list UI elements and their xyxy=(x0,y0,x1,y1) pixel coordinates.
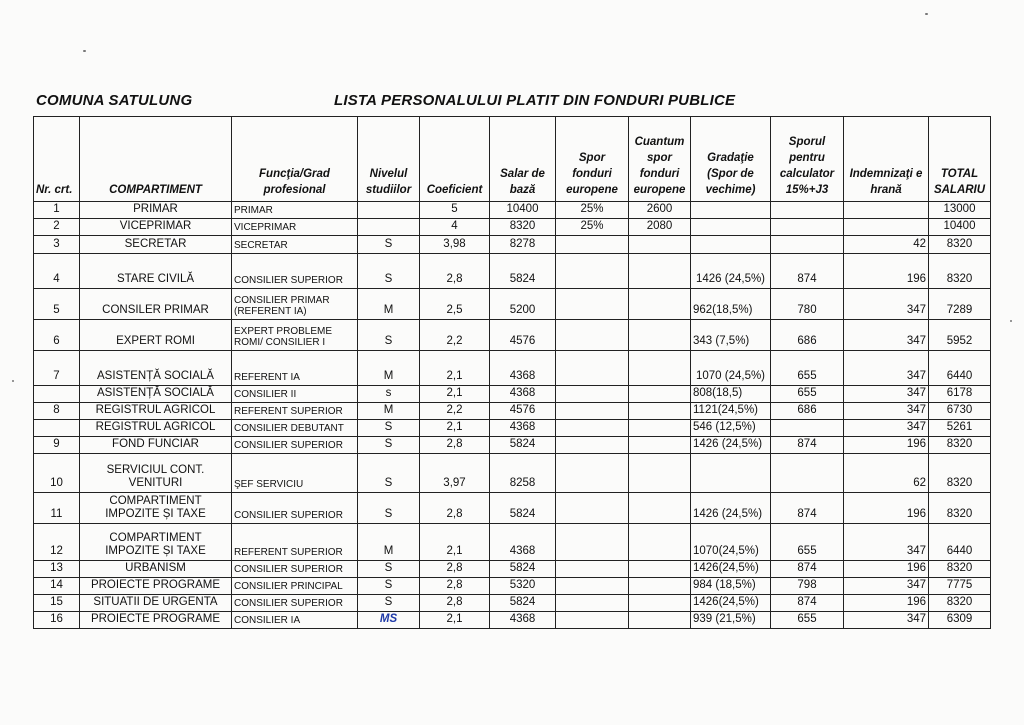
cell-salar: 8320 xyxy=(490,219,556,236)
cell-cuantum xyxy=(629,454,691,493)
cell-gradatie xyxy=(691,219,771,236)
cell-indemnizatie xyxy=(844,219,929,236)
cell-cuantum: 2080 xyxy=(629,219,691,236)
cell-compartiment: COMPARTIMENT IMPOZITE ȘI TAXE xyxy=(80,524,232,561)
cell-nivel: S xyxy=(358,561,420,578)
cell-gradatie: 1121(24,5%) xyxy=(691,403,771,420)
col-indemnizatie: Indemnizaţi e hrană xyxy=(844,117,929,202)
cell-coeficient: 2,8 xyxy=(420,493,490,524)
cell-salar: 4368 xyxy=(490,386,556,403)
cell-nr: 2 xyxy=(34,219,80,236)
cell-spor xyxy=(556,420,629,437)
cell-nivel: S xyxy=(358,437,420,454)
cell-sporul-calculator xyxy=(771,236,844,254)
cell-indemnizatie: 62 xyxy=(844,454,929,493)
col-nivel: Nivelul studiilor xyxy=(358,117,420,202)
cell-nivel: S xyxy=(358,595,420,612)
cell-gradatie: 343 (7,5%) xyxy=(691,320,771,351)
cell-nivel: MS xyxy=(358,612,420,629)
cell-functia: EXPERT PROBLEME ROMI/ CONSILIER I xyxy=(232,320,358,351)
cell-compartiment: ASISTENȚĂ SOCIALĂ xyxy=(80,351,232,386)
cell-salar: 5824 xyxy=(490,437,556,454)
cell-compartiment: SERVICIUL CONT. VENITURI xyxy=(80,454,232,493)
cell-cuantum xyxy=(629,289,691,320)
table-row xyxy=(34,578,991,595)
cell-functia: REFERENT IA xyxy=(232,351,358,386)
cell-spor xyxy=(556,524,629,561)
table-row xyxy=(34,386,991,403)
cell-functia: VICEPRIMAR xyxy=(232,219,358,236)
cell-nr: 11 xyxy=(34,493,80,524)
cell-nr: 1 xyxy=(34,202,80,219)
table-row xyxy=(34,320,991,351)
cell-coeficient: 2,5 xyxy=(420,289,490,320)
cell-functia: CONSILIER DEBUTANT xyxy=(232,420,358,437)
cell-nivel: M xyxy=(358,524,420,561)
cell-nr: 14 xyxy=(34,578,80,595)
cell-compartiment: VICEPRIMAR xyxy=(80,219,232,236)
cell-gradatie: 939 (21,5%) xyxy=(691,612,771,629)
cell-total: 8320 xyxy=(929,454,991,493)
cell-coeficient: 2,8 xyxy=(420,254,490,289)
cell-sporul-calculator: 874 xyxy=(771,561,844,578)
cell-spor xyxy=(556,254,629,289)
cell-gradatie: 1070 (24,5%) xyxy=(691,351,771,386)
cell-sporul-calculator: 655 xyxy=(771,386,844,403)
cell-salar: 5824 xyxy=(490,493,556,524)
cell-nivel: S xyxy=(358,420,420,437)
cell-total: 8320 xyxy=(929,254,991,289)
cell-functia: REFERENT SUPERIOR xyxy=(232,403,358,420)
cell-cuantum xyxy=(629,524,691,561)
cell-salar: 8278 xyxy=(490,236,556,254)
cell-sporul-calculator xyxy=(771,202,844,219)
cell-gradatie: 1426(24,5%) xyxy=(691,561,771,578)
cell-total: 6309 xyxy=(929,612,991,629)
document-title: LISTA PERSONALULUI PLATIT DIN FONDURI PUBLICE xyxy=(334,92,736,109)
cell-salar: 8258 xyxy=(490,454,556,493)
cell-coeficient: 2,8 xyxy=(420,437,490,454)
cell-coeficient: 2,1 xyxy=(420,612,490,629)
cell-cuantum xyxy=(629,254,691,289)
cell-compartiment: SITUATII DE URGENTA xyxy=(80,595,232,612)
cell-salar: 5200 xyxy=(490,289,556,320)
cell-gradatie: 1426 (24,5%) xyxy=(691,493,771,524)
cell-total: 8320 xyxy=(929,493,991,524)
cell-functia: CONSILIER IA xyxy=(232,612,358,629)
cell-cuantum xyxy=(629,403,691,420)
cell-functia: ŞEF SERVICIU xyxy=(232,454,358,493)
table-row xyxy=(34,403,991,420)
cell-sporul-calculator: 874 xyxy=(771,254,844,289)
table-row xyxy=(34,289,991,320)
table-row xyxy=(34,612,991,629)
cell-sporul-calculator: 874 xyxy=(771,437,844,454)
cell-functia: CONSILIER SUPERIOR xyxy=(232,254,358,289)
cell-salar: 4576 xyxy=(490,403,556,420)
cell-nr: 12 xyxy=(34,524,80,561)
cell-total: 5261 xyxy=(929,420,991,437)
cell-sporul-calculator: 686 xyxy=(771,320,844,351)
cell-indemnizatie: 196 xyxy=(844,493,929,524)
cell-coeficient: 3,97 xyxy=(420,454,490,493)
cell-nr xyxy=(34,420,80,437)
table-row xyxy=(34,254,991,289)
cell-sporul-calculator: 686 xyxy=(771,403,844,420)
table-row xyxy=(34,595,991,612)
col-compartiment: COMPARTIMENT xyxy=(80,117,232,202)
cell-nr: 5 xyxy=(34,289,80,320)
cell-coeficient: 2,8 xyxy=(420,578,490,595)
table-row xyxy=(34,493,991,524)
cell-cuantum xyxy=(629,612,691,629)
cell-cuantum: 2600 xyxy=(629,202,691,219)
cell-total: 8320 xyxy=(929,437,991,454)
table-row xyxy=(34,202,991,219)
cell-total: 8320 xyxy=(929,236,991,254)
cell-functia: REFERENT SUPERIOR xyxy=(232,524,358,561)
table-row xyxy=(34,561,991,578)
cell-cuantum xyxy=(629,595,691,612)
cell-coeficient: 2,1 xyxy=(420,420,490,437)
cell-cuantum xyxy=(629,420,691,437)
cell-spor xyxy=(556,403,629,420)
cell-functia: CONSILIER SUPERIOR xyxy=(232,493,358,524)
cell-indemnizatie: 347 xyxy=(844,524,929,561)
cell-salar: 5320 xyxy=(490,578,556,595)
cell-gradatie: 1070(24,5%) xyxy=(691,524,771,561)
cell-sporul-calculator: 874 xyxy=(771,595,844,612)
cell-salar: 4368 xyxy=(490,420,556,437)
cell-indemnizatie: 347 xyxy=(844,612,929,629)
table-body xyxy=(34,202,991,629)
cell-compartiment: EXPERT ROMI xyxy=(80,320,232,351)
scan-speck xyxy=(83,50,86,52)
cell-sporul-calculator: 655 xyxy=(771,351,844,386)
cell-cuantum xyxy=(629,236,691,254)
cell-functia: CONSILIER PRIMAR (REFERENT IA) xyxy=(232,289,358,320)
cell-indemnizatie: 347 xyxy=(844,403,929,420)
cell-compartiment: URBANISM xyxy=(80,561,232,578)
cell-coeficient: 2,1 xyxy=(420,351,490,386)
cell-nr: 4 xyxy=(34,254,80,289)
col-sporul: Sporul pentru calculator 15%+J3 xyxy=(771,117,844,202)
cell-sporul-calculator: 780 xyxy=(771,289,844,320)
cell-compartiment: ASISTENȚĂ SOCIALĂ xyxy=(80,386,232,403)
cell-gradatie: 1426(24,5%) xyxy=(691,595,771,612)
cell-nivel: S xyxy=(358,454,420,493)
cell-gradatie: 984 (18,5%) xyxy=(691,578,771,595)
cell-gradatie: 546 (12,5%) xyxy=(691,420,771,437)
cell-spor xyxy=(556,437,629,454)
cell-cuantum xyxy=(629,437,691,454)
cell-gradatie: 962(18,5%) xyxy=(691,289,771,320)
cell-spor xyxy=(556,595,629,612)
cell-coeficient: 2,2 xyxy=(420,320,490,351)
table-row xyxy=(34,454,991,493)
cell-compartiment: REGISTRUL AGRICOL xyxy=(80,403,232,420)
cell-indemnizatie: 347 xyxy=(844,289,929,320)
cell-nivel: s xyxy=(358,386,420,403)
cell-nr: 3 xyxy=(34,236,80,254)
cell-coeficient: 2,1 xyxy=(420,524,490,561)
cell-total: 7289 xyxy=(929,289,991,320)
col-spor: Spor fonduri europene xyxy=(556,117,629,202)
table-row xyxy=(34,236,991,254)
cell-nivel: S xyxy=(358,493,420,524)
cell-total: 6730 xyxy=(929,403,991,420)
cell-total: 6440 xyxy=(929,524,991,561)
col-cuantum: Cuantum spor fonduri europene xyxy=(629,117,691,202)
cell-salar: 5824 xyxy=(490,561,556,578)
cell-functia: CONSILIER PRINCIPAL xyxy=(232,578,358,595)
cell-cuantum xyxy=(629,320,691,351)
cell-functia: PRIMAR xyxy=(232,202,358,219)
cell-indemnizatie: 347 xyxy=(844,351,929,386)
cell-sporul-calculator xyxy=(771,420,844,437)
cell-spor xyxy=(556,454,629,493)
cell-indemnizatie: 196 xyxy=(844,254,929,289)
cell-nivel: S xyxy=(358,320,420,351)
cell-coeficient: 2,8 xyxy=(420,561,490,578)
cell-functia: CONSILIER SUPERIOR xyxy=(232,437,358,454)
cell-nr: 8 xyxy=(34,403,80,420)
cell-gradatie xyxy=(691,236,771,254)
cell-salar: 4368 xyxy=(490,524,556,561)
cell-compartiment: FOND FUNCIAR xyxy=(80,437,232,454)
cell-nivel: M xyxy=(358,403,420,420)
cell-indemnizatie: 196 xyxy=(844,437,929,454)
cell-cuantum xyxy=(629,493,691,524)
cell-coeficient: 2,1 xyxy=(420,386,490,403)
cell-sporul-calculator: 798 xyxy=(771,578,844,595)
cell-indemnizatie xyxy=(844,202,929,219)
cell-coeficient: 2,2 xyxy=(420,403,490,420)
cell-spor xyxy=(556,289,629,320)
cell-total: 10400 xyxy=(929,219,991,236)
cell-indemnizatie: 347 xyxy=(844,578,929,595)
cell-total: 6178 xyxy=(929,386,991,403)
cell-gradatie: 1426 (24,5%) xyxy=(691,254,771,289)
cell-total: 6440 xyxy=(929,351,991,386)
cell-compartiment: PROIECTE PROGRAME xyxy=(80,578,232,595)
col-salar: Salar de bază xyxy=(490,117,556,202)
cell-indemnizatie: 347 xyxy=(844,320,929,351)
cell-gradatie xyxy=(691,454,771,493)
cell-functia: CONSILIER SUPERIOR xyxy=(232,561,358,578)
table-row xyxy=(34,524,991,561)
cell-total: 5952 xyxy=(929,320,991,351)
cell-nr: 13 xyxy=(34,561,80,578)
cell-spor xyxy=(556,386,629,403)
cell-salar: 4368 xyxy=(490,351,556,386)
cell-sporul-calculator xyxy=(771,454,844,493)
cell-indemnizatie: 347 xyxy=(844,386,929,403)
cell-functia: CONSILIER II xyxy=(232,386,358,403)
cell-coeficient: 2,8 xyxy=(420,595,490,612)
cell-spor xyxy=(556,493,629,524)
cell-salar: 5824 xyxy=(490,254,556,289)
cell-compartiment: CONSILER PRIMAR xyxy=(80,289,232,320)
cell-cuantum xyxy=(629,561,691,578)
cell-nr: 6 xyxy=(34,320,80,351)
cell-sporul-calculator xyxy=(771,219,844,236)
cell-indemnizatie: 347 xyxy=(844,420,929,437)
personnel-table xyxy=(33,116,991,629)
cell-nr: 10 xyxy=(34,454,80,493)
cell-spor: 25% xyxy=(556,202,629,219)
cell-spor xyxy=(556,612,629,629)
cell-nivel: M xyxy=(358,351,420,386)
cell-total: 7775 xyxy=(929,578,991,595)
cell-coeficient: 5 xyxy=(420,202,490,219)
cell-coeficient: 4 xyxy=(420,219,490,236)
cell-nivel: S xyxy=(358,254,420,289)
cell-cuantum xyxy=(629,351,691,386)
scan-speck xyxy=(925,13,928,15)
cell-nr xyxy=(34,386,80,403)
cell-nr: 15 xyxy=(34,595,80,612)
cell-gradatie: 808(18,5) xyxy=(691,386,771,403)
cell-compartiment: STARE CIVILĂ xyxy=(80,254,232,289)
table-row xyxy=(34,437,991,454)
cell-compartiment: COMPARTIMENT IMPOZITE ȘI TAXE xyxy=(80,493,232,524)
col-total: TOTAL SALARIU xyxy=(929,117,991,202)
cell-sporul-calculator: 874 xyxy=(771,493,844,524)
cell-total: 8320 xyxy=(929,561,991,578)
cell-spor xyxy=(556,236,629,254)
cell-salar: 4576 xyxy=(490,320,556,351)
cell-nivel xyxy=(358,202,420,219)
cell-compartiment: REGISTRUL AGRICOL xyxy=(80,420,232,437)
cell-salar: 5824 xyxy=(490,595,556,612)
cell-gradatie: 1426 (24,5%) xyxy=(691,437,771,454)
cell-nivel xyxy=(358,219,420,236)
cell-nr: 7 xyxy=(34,351,80,386)
cell-compartiment: PRIMAR xyxy=(80,202,232,219)
cell-nr: 9 xyxy=(34,437,80,454)
scan-speck xyxy=(1010,320,1012,322)
cell-compartiment: PROIECTE PROGRAME xyxy=(80,612,232,629)
cell-spor: 25% xyxy=(556,219,629,236)
cell-indemnizatie: 42 xyxy=(844,236,929,254)
cell-nivel: S xyxy=(358,236,420,254)
cell-compartiment: SECRETAR xyxy=(80,236,232,254)
cell-salar: 10400 xyxy=(490,202,556,219)
table-row xyxy=(34,219,991,236)
cell-nr: 16 xyxy=(34,612,80,629)
cell-total: 8320 xyxy=(929,595,991,612)
commune-name: COMUNA SATULUNG xyxy=(36,92,193,109)
col-gradatie: Gradaţie (Spor de vechime) xyxy=(691,117,771,202)
cell-total: 13000 xyxy=(929,202,991,219)
col-nr: Nr. crt. xyxy=(34,117,80,202)
cell-indemnizatie: 196 xyxy=(844,595,929,612)
cell-sporul-calculator: 655 xyxy=(771,612,844,629)
cell-spor xyxy=(556,320,629,351)
cell-spor xyxy=(556,578,629,595)
cell-cuantum xyxy=(629,386,691,403)
cell-indemnizatie: 196 xyxy=(844,561,929,578)
cell-spor xyxy=(556,561,629,578)
table-row xyxy=(34,351,991,386)
cell-gradatie xyxy=(691,202,771,219)
cell-salar: 4368 xyxy=(490,612,556,629)
cell-functia: CONSILIER SUPERIOR xyxy=(232,595,358,612)
cell-spor xyxy=(556,351,629,386)
cell-sporul-calculator: 655 xyxy=(771,524,844,561)
scan-speck xyxy=(12,380,14,382)
col-coeficient: Coeficient xyxy=(420,117,490,202)
cell-functia: SECRETAR xyxy=(232,236,358,254)
cell-cuantum xyxy=(629,578,691,595)
cell-coeficient: 3,98 xyxy=(420,236,490,254)
table-row xyxy=(34,420,991,437)
cell-nivel: M xyxy=(358,289,420,320)
header-row xyxy=(34,117,991,202)
col-functia: Funcţia/Grad profesional xyxy=(232,117,358,202)
cell-nivel: S xyxy=(358,578,420,595)
